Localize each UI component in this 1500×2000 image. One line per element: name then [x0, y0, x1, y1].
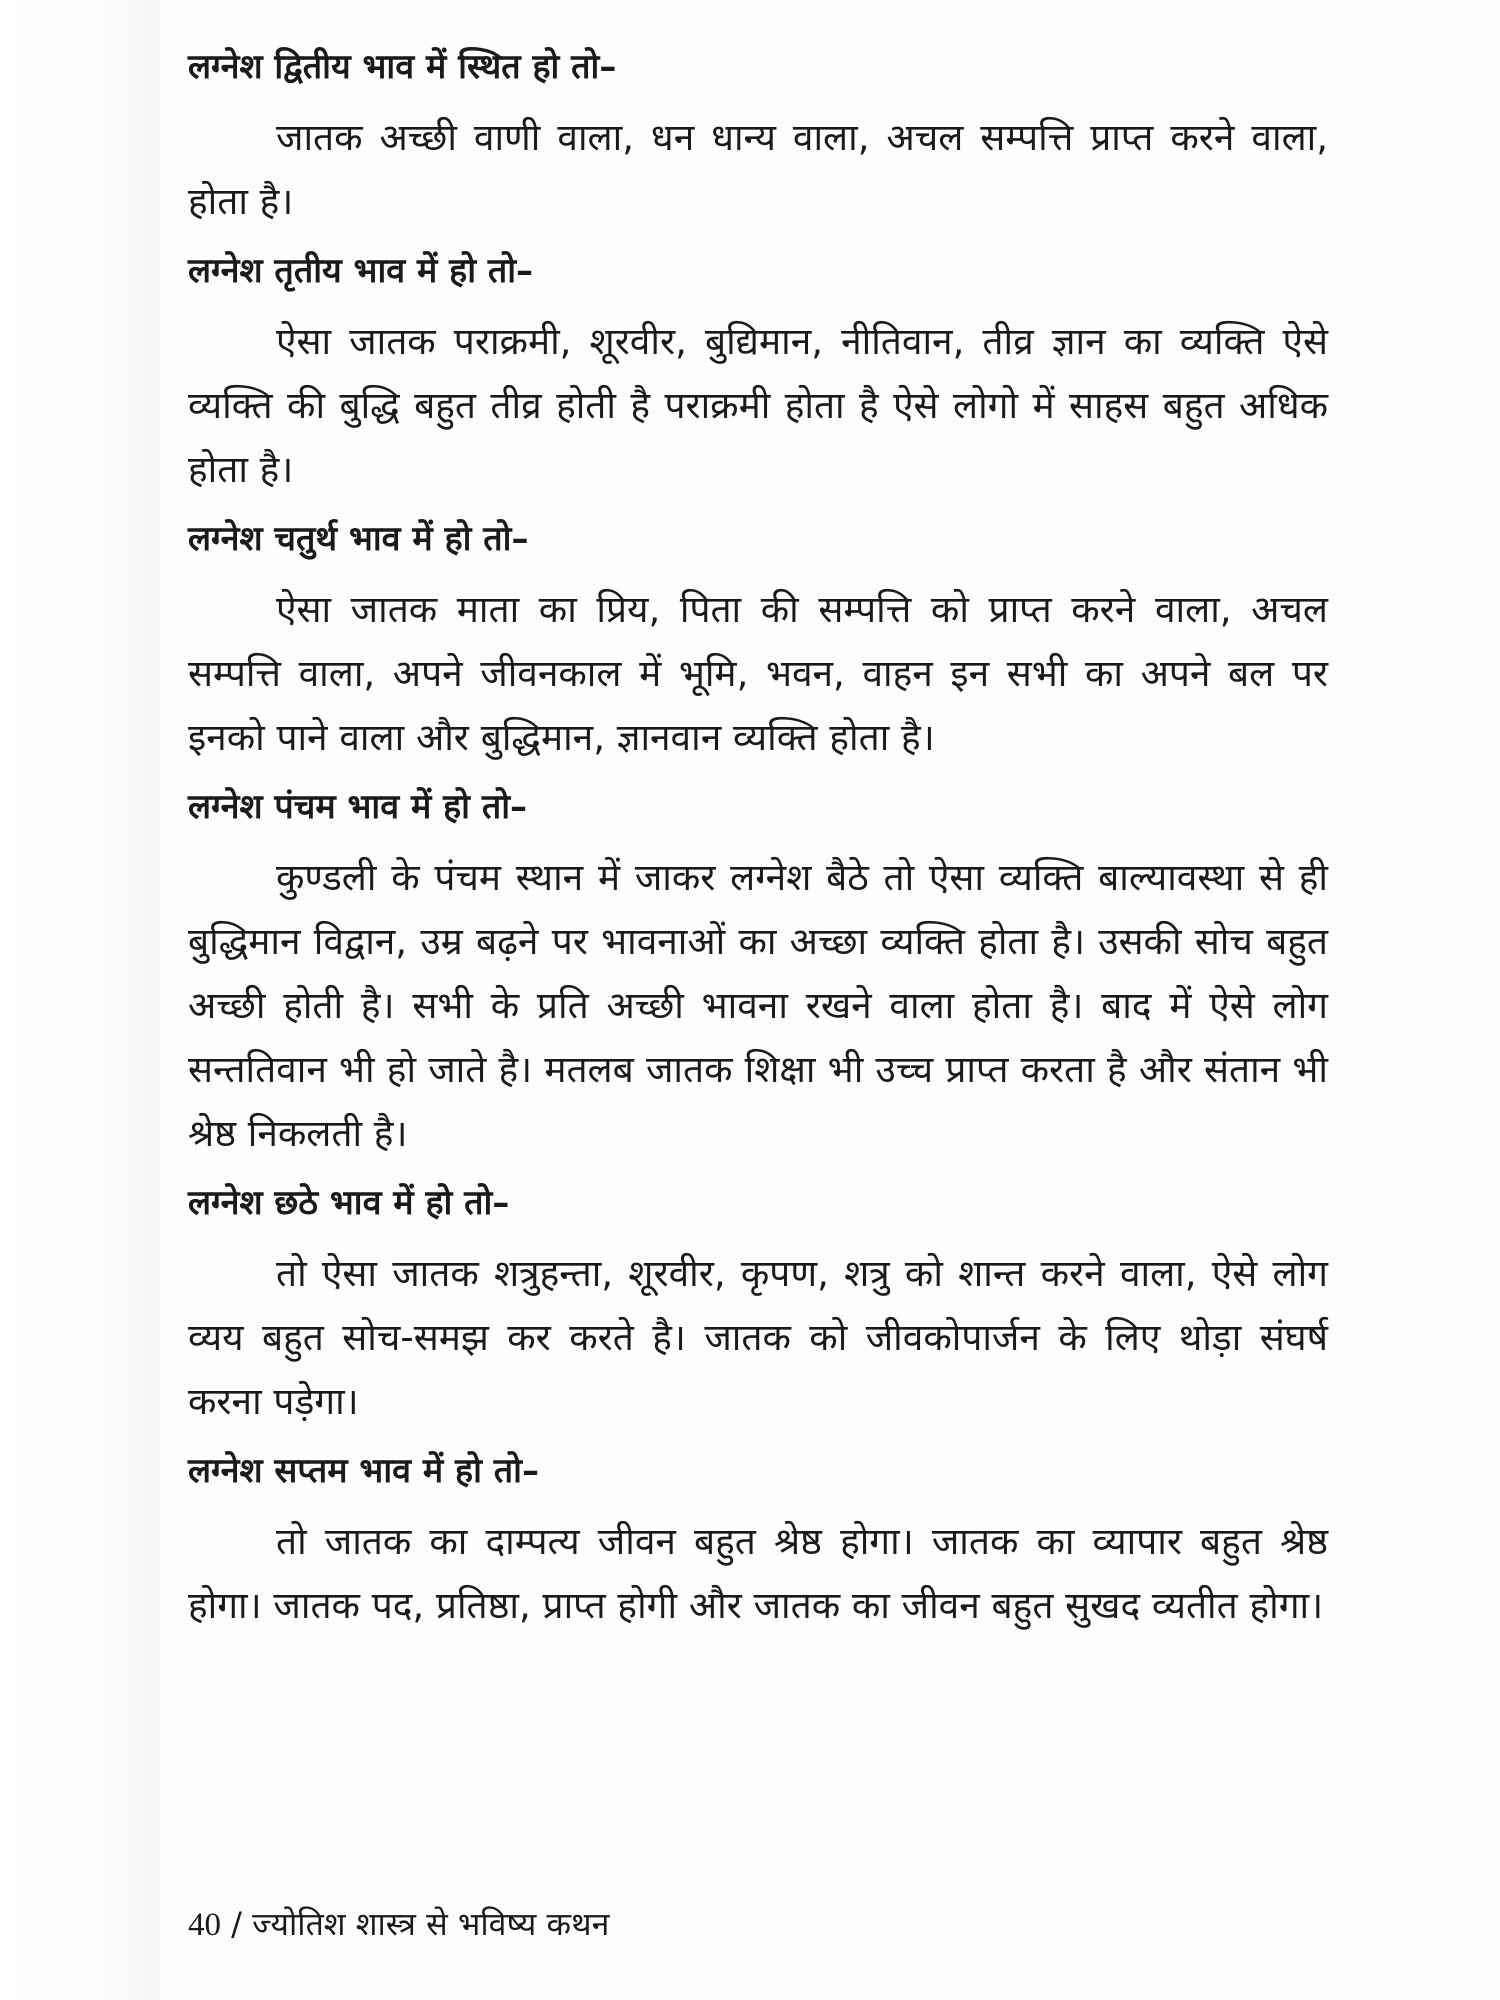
book-title: ज्योतिश शास्त्र से भविष्य कथन — [252, 1905, 610, 1943]
section-text-3rd-house: ऐसा जातक पराक्रमी, शूरवीर, बुद्यिमान, नीतिवान, तीव्र ज्ञान का व्यक्ति ऐसे व्यक्ति की बुद्धि बहुत तीव्र होती है पराक्रमी होता है ऐसे लोगो में साहस बहुत अधिक होता है। — [188, 320, 1328, 491]
section-text-6th-house: तो ऐसा जातक शत्रुहन्ता, शूरवीर, कृपण, शत्रु को शान्त करने वाला, ऐसे लोग व्यय बहुत सोच-समझ कर करते है। जातक को जीवकोपार्जन के लिए थोड़ा संघर्ष करना पड़ेगा। — [188, 1252, 1328, 1423]
section-heading-7th-house: लग्नेश सप्तम भाव में हो तो– — [188, 1451, 539, 1491]
section-heading-4th-house: लग्नेश चतुर्थ भाव में हो तो– — [188, 519, 529, 559]
section-heading-2nd-house: लग्नेश द्वितीय भाव में स्थित हो तो– — [188, 47, 617, 87]
section-heading-6th-house: लग्नेश छठे भाव में हो तो– — [188, 1183, 510, 1223]
page-body — [188, 42, 1328, 1650]
section-text-5th-house: कुण्डली के पंचम स्थान में जाकर लग्नेश बैठे तो ऐसा व्यक्ति बाल्यावस्था से ही बुद्धिमान विद्वान, उम्र बढ़ने पर भावनाओं का अच्छा व्यक्ति होता है। उसकी सोच बहुत अच्छी होती है। सभी के प्रति अच्छी भावना रखने वाला होता है। बाद में ऐसे लोग सन्ततिवान भी हो जाते है। मतलब जातक शिक्षा भी उच्च प्राप्त करता है और संतान भी श्रेष्ठ निकलती है। — [188, 856, 1328, 1155]
section-heading-5th-house: लग्नेश पंचम भाव में हो तो– — [188, 787, 528, 827]
footer-separator: / — [231, 1905, 242, 1943]
section-text-7th-house: तो जातक का दाम्पत्य जीवन बहुत श्रेष्ठ होगा। जातक का व्यापार बहुत श्रेष्ठ होगा। जातक पद, प्रतिष्ठा, प्राप्त होगी और जातक का जीवन बहुत सुखद व्यतीत होगा। — [188, 1520, 1328, 1627]
section-heading-3rd-house: लग्नेश तृतीय भाव में हो तो– — [188, 251, 534, 291]
page-number: 40 — [188, 1907, 221, 1943]
section-text-4th-house: ऐसा जातक माता का प्रिय, पिता की सम्पत्ति को प्राप्त करने वाला, अचल सम्पत्ति वाला, अपने जीवनकाल में भूमि, भवन, वाहन इन सभी का अपने बल पर इनको पाने वाला और बुद्धिमान, ज्ञानवान व्यक्ति होता है। — [188, 588, 1328, 759]
section-text-2nd-house: जातक अच्छी वाणी वाला, धन धान्य वाला, अचल सम्पत्ति प्राप्त करने वाला, होता है। — [188, 116, 1328, 223]
page-footer — [188, 1902, 609, 1947]
page-gutter-shadow — [0, 0, 160, 2000]
